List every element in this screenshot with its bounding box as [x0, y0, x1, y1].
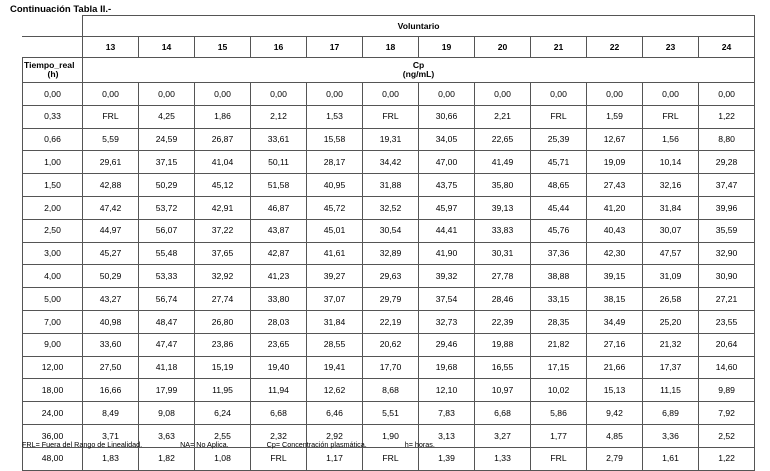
cp-value-cell: 26,87 [195, 128, 251, 151]
cp-value-cell: 37,36 [531, 242, 587, 265]
cp-value-cell: 41,61 [307, 242, 363, 265]
volunteer-number: 19 [419, 37, 475, 58]
cp-value-cell: 32,89 [363, 242, 419, 265]
cp-value-cell: 28,03 [251, 310, 307, 333]
cp-value-cell: 12,62 [307, 379, 363, 402]
cp-value-cell: 23,65 [251, 333, 307, 356]
cp-value-cell: 33,80 [251, 288, 307, 311]
cp-value-cell: 33,15 [531, 288, 587, 311]
cp-value-cell: 14,60 [699, 356, 755, 379]
cp-value-cell: 0,00 [139, 83, 195, 106]
table-row [23, 242, 755, 265]
cp-header-unit: (ng/mL) [402, 69, 435, 79]
cp-value-cell: 45,72 [307, 196, 363, 219]
table-row [23, 333, 755, 356]
volunteer-group-header: Voluntario [83, 16, 755, 37]
cp-value-cell: 34,05 [419, 128, 475, 151]
cp-value-cell: 47,42 [83, 196, 139, 219]
cp-value-cell: 0,00 [363, 83, 419, 106]
cp-value-cell: 39,27 [307, 265, 363, 288]
cp-value-cell: 23,55 [699, 310, 755, 333]
cp-value-cell: 3,63 [139, 424, 195, 447]
time-cell: 3,00 [23, 242, 83, 265]
time-cell: 5,00 [23, 288, 83, 311]
cp-value-cell: 0,00 [307, 83, 363, 106]
cp-header [83, 58, 755, 83]
cp-value-cell: 10,97 [475, 379, 531, 402]
cp-value-cell: 8,80 [699, 128, 755, 151]
volunteer-number: 16 [251, 37, 307, 58]
cp-value-cell: 31,09 [643, 265, 699, 288]
cp-value-cell: 6,24 [195, 402, 251, 425]
cp-value-cell: 31,84 [643, 196, 699, 219]
time-header-unit: (h) [47, 69, 59, 79]
cp-value-cell: 10,02 [531, 379, 587, 402]
cp-value-cell: FRL [363, 447, 419, 470]
cp-value-cell: 1,86 [195, 105, 251, 128]
cp-value-cell: 1,39 [419, 447, 475, 470]
time-cell: 4,00 [23, 265, 83, 288]
cp-value-cell: 41,20 [587, 196, 643, 219]
table-caption: Continuación Tabla II.- [10, 4, 112, 15]
cp-value-cell: 38,88 [531, 265, 587, 288]
cp-value-cell: 2,12 [251, 105, 307, 128]
cp-value-cell: FRL [83, 105, 139, 128]
time-cell: 1,00 [23, 151, 83, 174]
table-row [23, 174, 755, 197]
cp-value-cell: 45,71 [531, 151, 587, 174]
cp-value-cell: 53,33 [139, 265, 195, 288]
cp-value-cell: 47,00 [419, 151, 475, 174]
cp-value-cell: 33,61 [251, 128, 307, 151]
cp-value-cell: 37,22 [195, 219, 251, 242]
volunteer-number: 15 [195, 37, 251, 58]
cp-value-cell: 31,88 [363, 174, 419, 197]
cp-value-cell: 12,10 [419, 379, 475, 402]
cp-value-cell: 45,76 [531, 219, 587, 242]
cp-value-cell: 41,49 [475, 151, 531, 174]
cp-value-cell: 1,22 [699, 105, 755, 128]
cp-value-cell: 19,31 [363, 128, 419, 151]
time-cell: 1,50 [23, 174, 83, 197]
cp-value-cell: 15,19 [195, 356, 251, 379]
cp-value-cell: FRL [251, 447, 307, 470]
volunteer-number: 13 [83, 37, 139, 58]
table-row [23, 379, 755, 402]
cp-value-cell: 51,58 [251, 174, 307, 197]
cp-value-cell: 43,75 [419, 174, 475, 197]
cp-value-cell: 3,36 [643, 424, 699, 447]
cp-value-cell: 2,32 [251, 424, 307, 447]
cp-value-cell: 27,16 [587, 333, 643, 356]
cp-value-cell: 22,19 [363, 310, 419, 333]
cp-value-cell: 25,20 [643, 310, 699, 333]
cp-value-cell: FRL [531, 447, 587, 470]
time-cell: 18,00 [23, 379, 83, 402]
cp-value-cell: 8,68 [363, 379, 419, 402]
footnote [22, 440, 473, 449]
cp-value-cell: 1,82 [139, 447, 195, 470]
cp-value-cell: 9,42 [587, 402, 643, 425]
volunteer-number: 23 [643, 37, 699, 58]
cp-value-cell: 32,52 [363, 196, 419, 219]
cp-value-cell: 33,83 [475, 219, 531, 242]
cp-value-cell: 34,42 [363, 151, 419, 174]
cp-value-cell: 7,83 [419, 402, 475, 425]
table-row [23, 105, 755, 128]
cp-value-cell: 29,46 [419, 333, 475, 356]
cp-value-cell: 42,30 [587, 242, 643, 265]
cp-value-cell: FRL [531, 105, 587, 128]
concentration-table [22, 15, 755, 471]
cp-value-cell: 38,15 [587, 288, 643, 311]
cp-value-cell: 26,80 [195, 310, 251, 333]
cp-value-cell: 37,07 [307, 288, 363, 311]
cp-value-cell: 40,43 [587, 219, 643, 242]
cp-value-cell: 9,89 [699, 379, 755, 402]
cp-value-cell: 48,47 [139, 310, 195, 333]
cp-value-cell: 15,58 [307, 128, 363, 151]
cp-value-cell: 0,00 [195, 83, 251, 106]
cp-value-cell: 17,37 [643, 356, 699, 379]
time-header-label: Tiempo_real [24, 59, 75, 70]
corner-blank [23, 16, 83, 37]
cp-value-cell: 19,68 [419, 356, 475, 379]
cp-value-cell: 30,66 [419, 105, 475, 128]
time-column-header [23, 58, 83, 83]
cp-value-cell: 31,84 [307, 310, 363, 333]
cp-value-cell: 42,91 [195, 196, 251, 219]
cp-value-cell: 17,15 [531, 356, 587, 379]
cp-value-cell: 3,71 [83, 424, 139, 447]
cp-value-cell: 0,00 [83, 83, 139, 106]
table-row [23, 310, 755, 333]
cp-value-cell: 0,00 [475, 83, 531, 106]
cp-value-cell: 30,31 [475, 242, 531, 265]
cp-value-cell: 5,86 [531, 402, 587, 425]
table-row [23, 265, 755, 288]
cp-value-cell: 27,50 [83, 356, 139, 379]
cp-value-cell: 10,14 [643, 151, 699, 174]
cp-value-cell: 1,83 [83, 447, 139, 470]
cp-value-cell: 47,57 [643, 242, 699, 265]
volunteer-number: 20 [475, 37, 531, 58]
cp-value-cell: 30,07 [643, 219, 699, 242]
table-row [23, 219, 755, 242]
cp-value-cell: 28,55 [307, 333, 363, 356]
volunteer-number: 18 [363, 37, 419, 58]
cp-value-cell: 27,74 [195, 288, 251, 311]
cp-value-cell: 0,00 [643, 83, 699, 106]
footnote-item: FRL= Fuera del Rango de Linealidad. [22, 440, 143, 449]
cp-value-cell: 8,49 [83, 402, 139, 425]
cp-value-cell: 2,21 [475, 105, 531, 128]
cp-value-cell: 37,54 [419, 288, 475, 311]
cp-value-cell: 3,13 [419, 424, 475, 447]
cp-value-cell: 30,90 [699, 265, 755, 288]
cp-value-cell: 0,00 [419, 83, 475, 106]
cp-value-cell: 45,27 [83, 242, 139, 265]
cp-value-cell: 55,48 [139, 242, 195, 265]
cp-value-cell: 2,52 [699, 424, 755, 447]
cp-value-cell: 0,00 [531, 83, 587, 106]
cp-value-cell: 6,46 [307, 402, 363, 425]
cp-value-cell: 53,72 [139, 196, 195, 219]
cp-value-cell: 22,39 [475, 310, 531, 333]
cp-value-cell: 42,88 [83, 174, 139, 197]
cp-value-cell: 3,27 [475, 424, 531, 447]
cp-value-cell: 19,09 [587, 151, 643, 174]
time-cell: 48,00 [23, 447, 83, 470]
cp-value-cell: 43,27 [83, 288, 139, 311]
cp-value-cell: 29,61 [83, 151, 139, 174]
cp-value-cell: 16,55 [475, 356, 531, 379]
cp-value-cell: 12,67 [587, 128, 643, 151]
cp-value-cell: 9,08 [139, 402, 195, 425]
cp-value-cell: 27,78 [475, 265, 531, 288]
cp-value-cell: 29,79 [363, 288, 419, 311]
cp-value-cell: 7,92 [699, 402, 755, 425]
cp-value-cell: 6,68 [475, 402, 531, 425]
cp-value-cell: 43,87 [251, 219, 307, 242]
cp-value-cell: 41,23 [251, 265, 307, 288]
cp-value-cell: 19,41 [307, 356, 363, 379]
cp-value-cell: 37,47 [699, 174, 755, 197]
cp-value-cell: 37,15 [139, 151, 195, 174]
cp-value-cell: 42,87 [251, 242, 307, 265]
cp-value-cell: 32,16 [643, 174, 699, 197]
cp-value-cell: 46,87 [251, 196, 307, 219]
cp-value-cell: 1,56 [643, 128, 699, 151]
cp-value-cell: 44,41 [419, 219, 475, 242]
cp-value-cell: 35,80 [475, 174, 531, 197]
cp-value-cell: 40,98 [83, 310, 139, 333]
cp-value-cell: 19,40 [251, 356, 307, 379]
footnote-item: NA= No Aplica. [180, 440, 229, 449]
cp-value-cell: 40,95 [307, 174, 363, 197]
cp-value-cell: FRL [363, 105, 419, 128]
cp-value-cell: 35,59 [699, 219, 755, 242]
cp-value-cell: 11,94 [251, 379, 307, 402]
volunteer-number: 22 [587, 37, 643, 58]
cp-value-cell: 29,28 [699, 151, 755, 174]
cp-value-cell: 41,04 [195, 151, 251, 174]
cp-value-cell: 17,99 [139, 379, 195, 402]
cp-value-cell: 2,92 [307, 424, 363, 447]
time-cell: 12,00 [23, 356, 83, 379]
cp-value-cell: 21,66 [587, 356, 643, 379]
cp-value-cell: 48,65 [531, 174, 587, 197]
cp-value-cell: 6,89 [643, 402, 699, 425]
cp-value-cell: 25,39 [531, 128, 587, 151]
table-row [23, 128, 755, 151]
cp-value-cell: 30,54 [363, 219, 419, 242]
footnote-item: Cp= Concentración plasmática. [266, 440, 367, 449]
cp-value-cell: 2,55 [195, 424, 251, 447]
table-row [23, 151, 755, 174]
cp-value-cell: 16,66 [83, 379, 139, 402]
cp-value-cell: 32,73 [419, 310, 475, 333]
cp-value-cell: 56,07 [139, 219, 195, 242]
cp-value-cell: 20,62 [363, 333, 419, 356]
cp-value-cell: 0,00 [251, 83, 307, 106]
cp-value-cell: 1,08 [195, 447, 251, 470]
cp-value-cell: 11,95 [195, 379, 251, 402]
cp-value-cell: 1,90 [363, 424, 419, 447]
volunteer-number: 17 [307, 37, 363, 58]
volunteer-number: 14 [139, 37, 195, 58]
cp-value-cell: 0,00 [699, 83, 755, 106]
cp-value-cell: 1,61 [643, 447, 699, 470]
cp-value-cell: 44,97 [83, 219, 139, 242]
time-cell: 2,50 [23, 219, 83, 242]
cp-value-cell: FRL [643, 105, 699, 128]
volunteer-number: 24 [699, 37, 755, 58]
cp-value-cell: 28,46 [475, 288, 531, 311]
cp-value-cell: 39,13 [475, 196, 531, 219]
time-cell: 0,33 [23, 105, 83, 128]
cp-value-cell: 5,51 [363, 402, 419, 425]
table-row [23, 447, 755, 470]
cp-value-cell: 45,12 [195, 174, 251, 197]
time-cell: 0,00 [23, 83, 83, 106]
table-row [23, 83, 755, 106]
volunteer-number: 21 [531, 37, 587, 58]
cp-value-cell: 4,25 [139, 105, 195, 128]
cp-header-label: Cp [412, 59, 425, 70]
cp-value-cell: 41,18 [139, 356, 195, 379]
cp-value-cell: 50,29 [83, 265, 139, 288]
cp-value-cell: 29,63 [363, 265, 419, 288]
cp-value-cell: 39,96 [699, 196, 755, 219]
cp-value-cell: 50,11 [251, 151, 307, 174]
table-row [23, 402, 755, 425]
cp-value-cell: 1,33 [475, 447, 531, 470]
cp-value-cell: 24,59 [139, 128, 195, 151]
time-cell: 2,00 [23, 196, 83, 219]
cp-value-cell: 0,00 [587, 83, 643, 106]
time-cell: 9,00 [23, 333, 83, 356]
cp-value-cell: 28,17 [307, 151, 363, 174]
cp-value-cell: 50,29 [139, 174, 195, 197]
cp-value-cell: 28,35 [531, 310, 587, 333]
time-cell: 0,66 [23, 128, 83, 151]
cp-value-cell: 39,15 [587, 265, 643, 288]
cp-value-cell: 45,01 [307, 219, 363, 242]
cp-value-cell: 20,64 [699, 333, 755, 356]
cp-value-cell: 6,68 [251, 402, 307, 425]
cp-value-cell: 32,92 [195, 265, 251, 288]
cp-value-cell: 56,74 [139, 288, 195, 311]
cp-value-cell: 4,85 [587, 424, 643, 447]
time-cell: 24,00 [23, 402, 83, 425]
cp-value-cell: 45,97 [419, 196, 475, 219]
cp-value-cell: 1,17 [307, 447, 363, 470]
table-row [23, 196, 755, 219]
cp-value-cell: 1,22 [699, 447, 755, 470]
cp-value-cell: 23,86 [195, 333, 251, 356]
cp-value-cell: 34,49 [587, 310, 643, 333]
cp-value-cell: 2,79 [587, 447, 643, 470]
cp-value-cell: 17,70 [363, 356, 419, 379]
cp-value-cell: 27,21 [699, 288, 755, 311]
table-row [23, 356, 755, 379]
cp-value-cell: 47,47 [139, 333, 195, 356]
cp-value-cell: 11,15 [643, 379, 699, 402]
cp-value-cell: 37,65 [195, 242, 251, 265]
cp-value-cell: 27,43 [587, 174, 643, 197]
table-row [23, 288, 755, 311]
cp-value-cell: 5,59 [83, 128, 139, 151]
footnote-item: h= horas. [404, 440, 435, 449]
cp-value-cell: 45,44 [531, 196, 587, 219]
cp-value-cell: 19,88 [475, 333, 531, 356]
cp-value-cell: 21,32 [643, 333, 699, 356]
cp-value-cell: 1,59 [587, 105, 643, 128]
cp-value-cell: 1,77 [531, 424, 587, 447]
time-cell: 36,00 [23, 424, 83, 447]
cp-value-cell: 41,90 [419, 242, 475, 265]
cp-value-cell: 15,13 [587, 379, 643, 402]
cp-value-cell: 32,90 [699, 242, 755, 265]
cp-value-cell: 22,65 [475, 128, 531, 151]
cp-value-cell: 33,60 [83, 333, 139, 356]
cp-value-cell: 26,58 [643, 288, 699, 311]
cp-value-cell: 39,32 [419, 265, 475, 288]
time-cell: 7,00 [23, 310, 83, 333]
corner-blank [23, 37, 83, 58]
cp-value-cell: 21,82 [531, 333, 587, 356]
cp-value-cell: 1,53 [307, 105, 363, 128]
